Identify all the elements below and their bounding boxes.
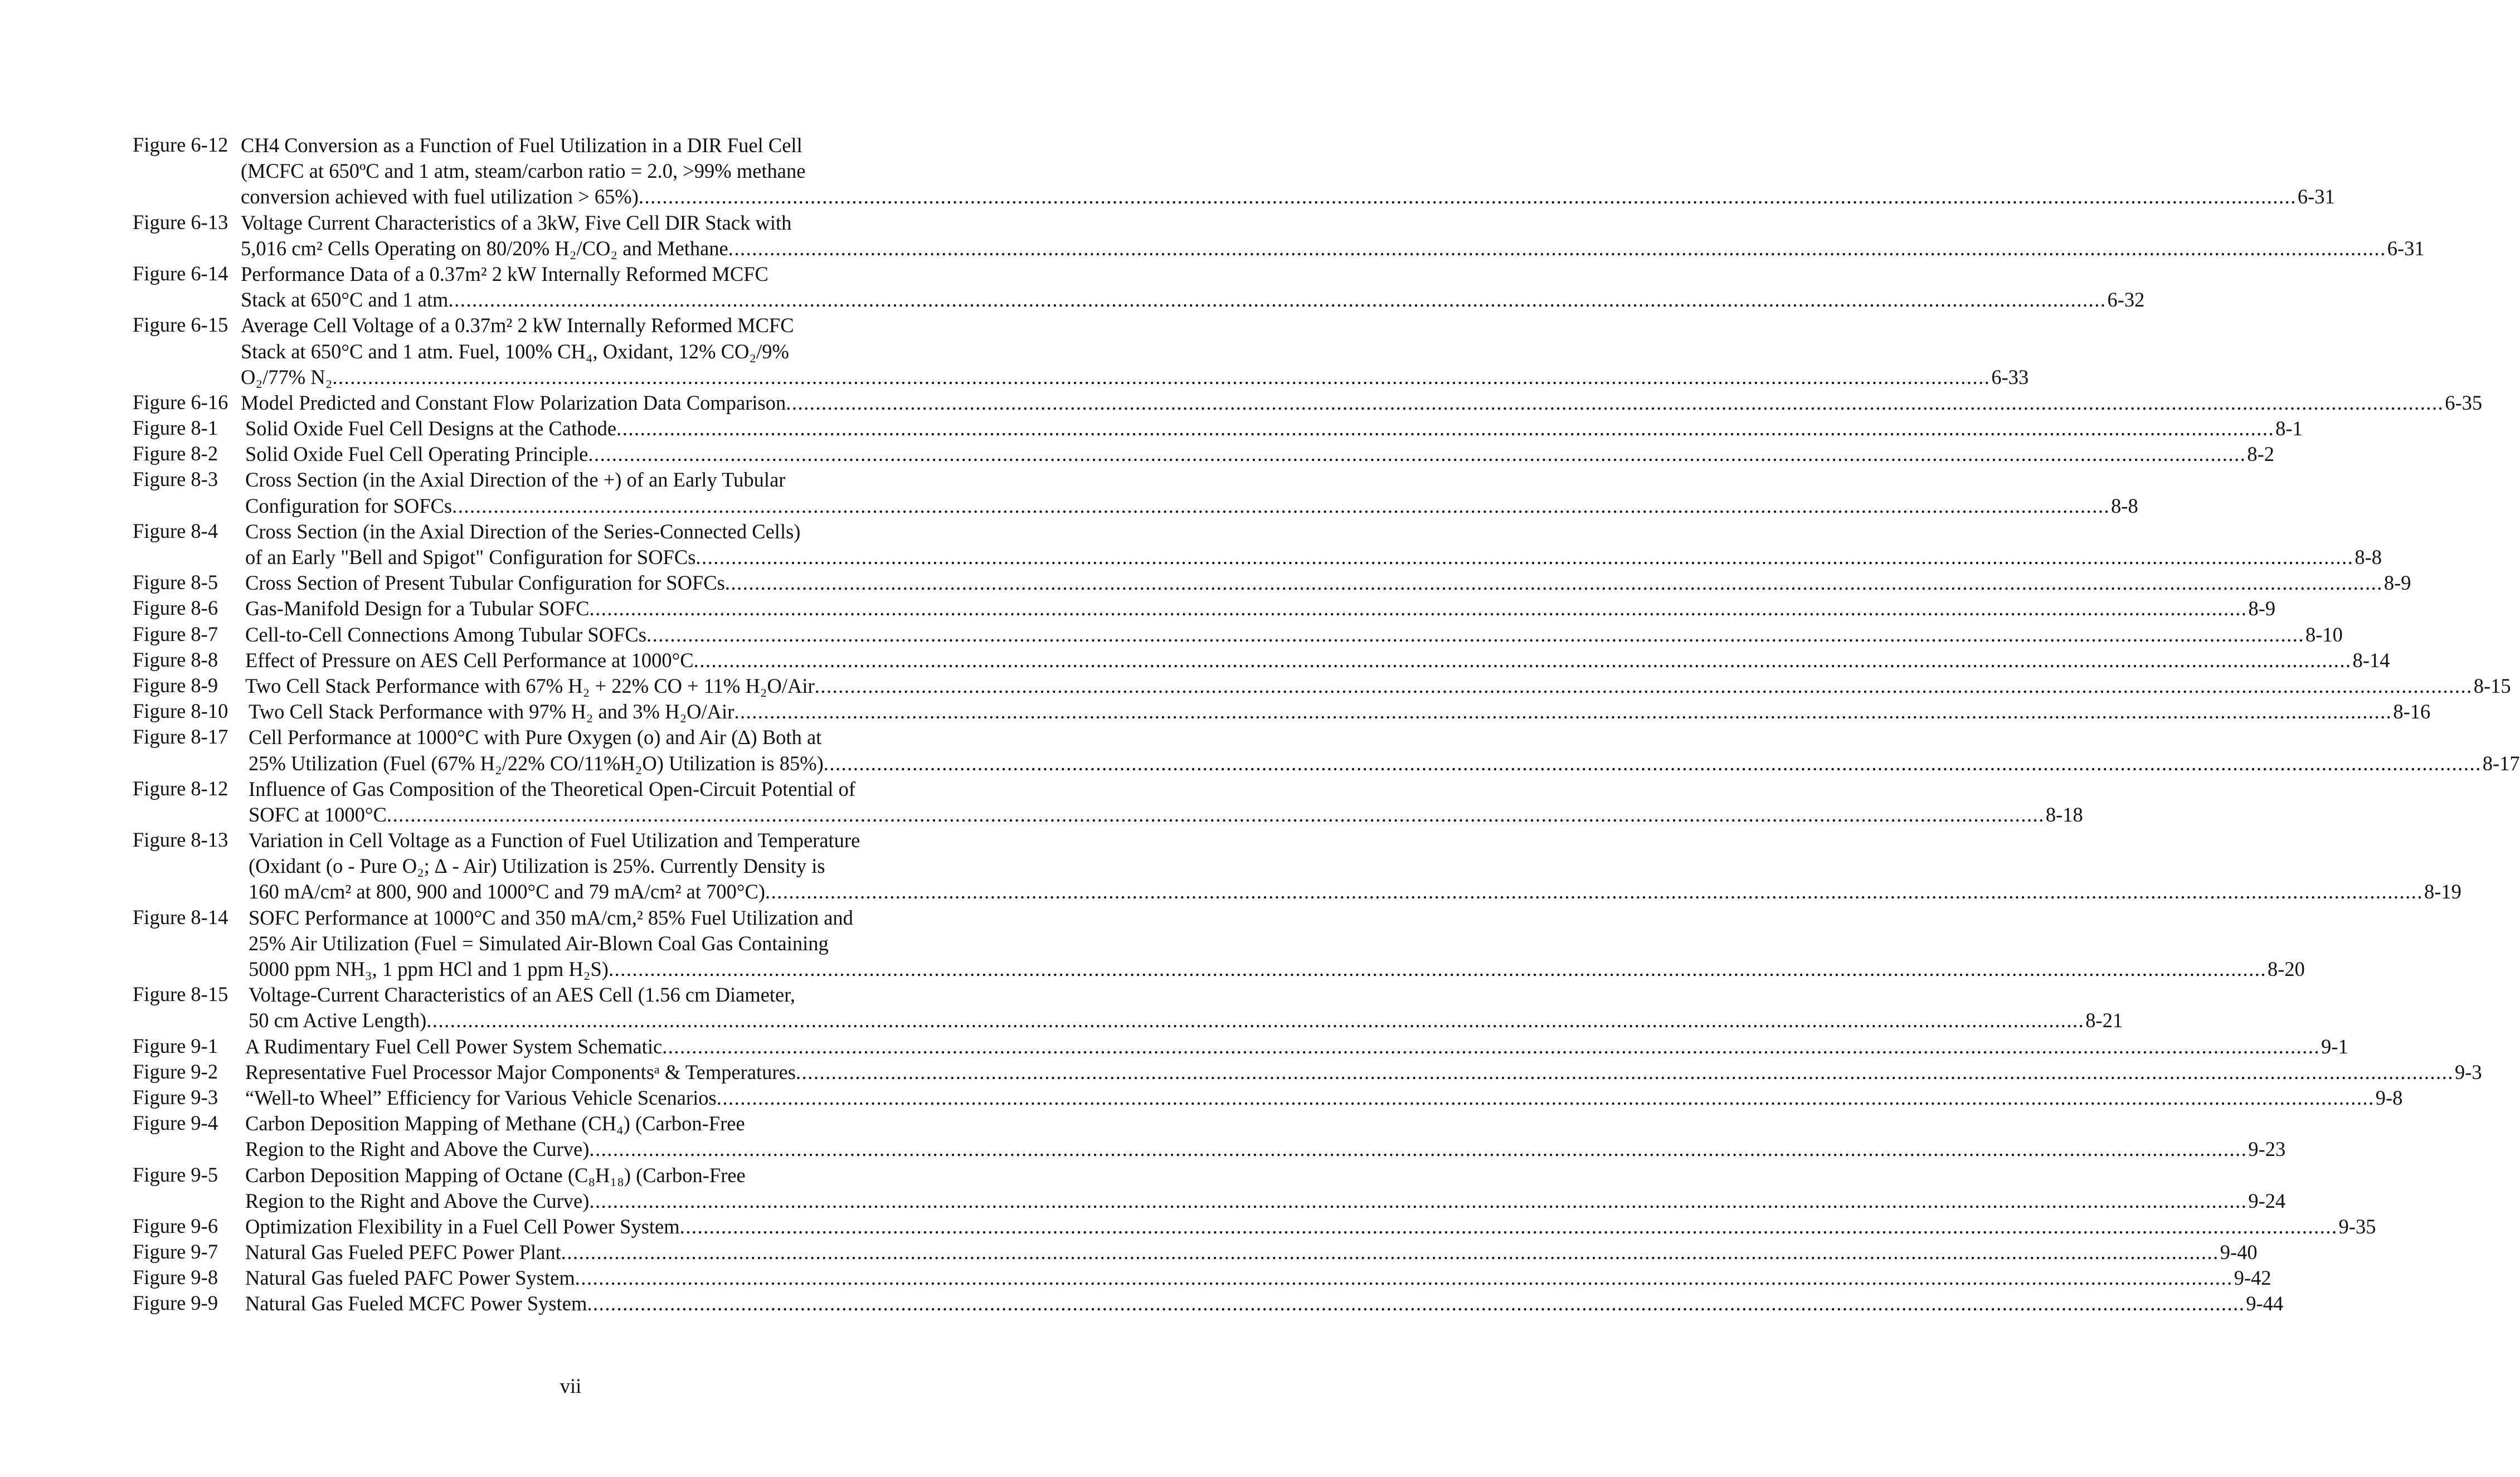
toc-entry xyxy=(133,210,2425,261)
caption-line xyxy=(245,570,2411,596)
caption-line xyxy=(245,1214,2376,1240)
dot-leader xyxy=(824,751,2482,776)
toc-entry xyxy=(133,416,2303,441)
dot-leader xyxy=(589,1136,2247,1162)
caption-text: Cell-to-Cell Connections Among Tubular SOFCs xyxy=(245,623,646,646)
toc-entry xyxy=(133,828,2461,905)
caption-text: Stack at 650°C and 1 atm xyxy=(241,288,449,312)
caption-text: Natural Gas Fueled MCFC Power System xyxy=(245,1292,587,1315)
caption-text: Solid Oxide Fuel Cell Designs at the Cathode xyxy=(245,417,617,440)
toc-entry xyxy=(133,467,2138,518)
page-ref: 9-23 xyxy=(2248,1138,2286,1161)
caption-text: Cross Section of Present Tubular Configuration for SOFCs xyxy=(245,571,725,595)
dot-leader xyxy=(734,699,2392,725)
dot-leader xyxy=(695,545,2353,570)
caption-line xyxy=(245,1085,2403,1111)
dot-leader xyxy=(717,1085,2375,1111)
toc-entry xyxy=(133,673,2511,699)
caption-text: Voltage Current Characteristics of a 3kW, Five Cell DIR Stack with xyxy=(241,211,792,234)
caption-line xyxy=(245,648,2390,673)
caption-text: Carbon Deposition Mapping of Octane (C₈H₁₈) (Carbon-Free xyxy=(245,1163,746,1187)
dot-leader xyxy=(589,1188,2247,1214)
figure-label: Figure 9-9 xyxy=(133,1291,218,1315)
toc-entry xyxy=(133,648,2390,673)
caption-text: SOFC at 1000°C xyxy=(249,803,387,826)
caption-line xyxy=(245,1163,992,1188)
caption-text: Voltage-Current Characteristics of an AES Cell (1.56 cm Diameter, xyxy=(249,983,796,1007)
caption-text: Gas-Manifold Design for a Tubular SOFC xyxy=(245,597,590,620)
dot-leader xyxy=(725,570,2383,596)
figure-caption xyxy=(245,1034,2348,1060)
caption-text: (MCFC at 650ºC and 1 atm, steam/carbon ratio = 2.0, >99% methane xyxy=(241,159,806,183)
dot-leader xyxy=(616,416,2274,441)
figure-label: Figure 8-17 xyxy=(133,725,228,749)
dot-leader xyxy=(452,493,2110,519)
caption-line xyxy=(245,1188,2286,1214)
caption-line xyxy=(249,982,992,1008)
page-ref: 8-19 xyxy=(2424,880,2461,903)
figure-label: Figure 9-2 xyxy=(133,1060,218,1083)
figure-caption xyxy=(245,467,2138,518)
caption-text: 25% Utilization (Fuel (67% H₂/22% CO/11%H₂O) Utilization is 85%) xyxy=(249,751,824,775)
dot-leader xyxy=(332,365,1990,390)
figure-caption xyxy=(249,905,2305,983)
toc-entry xyxy=(133,622,2343,648)
dot-leader xyxy=(609,956,2266,982)
caption-text: Carbon Deposition Mapping of Methane (CH₄) (Carbon-Free xyxy=(245,1112,745,1135)
toc-entry xyxy=(133,725,2520,776)
figure-label: Figure 8-13 xyxy=(133,828,228,852)
caption-line xyxy=(249,879,2461,905)
caption-text: Average Cell Voltage of a 0.37m² 2 kW Internally Reformed MCFC xyxy=(241,314,794,337)
toc-entry xyxy=(133,313,2029,390)
caption-text: Cell Performance at 1000°C with Pure Oxygen (o) and Air (∆) Both at xyxy=(249,726,822,749)
caption-line xyxy=(245,416,2303,441)
figure-label: Figure 6-13 xyxy=(133,210,228,234)
figure-caption xyxy=(245,648,2390,673)
caption-text: Region to the Right and Above the Curve) xyxy=(245,1189,590,1212)
page-ref: 6-33 xyxy=(1991,365,2029,388)
figure-label: Figure 8-8 xyxy=(133,648,218,671)
figure-caption xyxy=(241,210,2425,261)
caption-line xyxy=(249,905,992,931)
caption-line xyxy=(245,622,2343,648)
caption-line xyxy=(245,493,2138,519)
figure-caption xyxy=(245,1240,2258,1265)
toc-entry xyxy=(133,1111,2286,1162)
page-ref: 8-17 xyxy=(2482,751,2520,775)
caption-line xyxy=(245,441,2275,467)
figure-caption xyxy=(241,390,2483,416)
figure-label: Figure 9-4 xyxy=(133,1111,218,1135)
caption-text: Two Cell Stack Performance with 97% H₂ and 3% H₂O/Air xyxy=(249,700,734,723)
caption-line xyxy=(241,158,992,184)
figure-caption xyxy=(245,1060,2482,1085)
caption-line xyxy=(241,365,2029,390)
toc-entry xyxy=(133,1214,2376,1240)
caption-text: Two Cell Stack Performance with 67% H₂ + 22% CO + 11% H₂O/Air xyxy=(245,674,815,697)
toc-entry xyxy=(133,1240,2258,1265)
caption-line xyxy=(241,184,2335,210)
caption-line xyxy=(245,1136,2286,1162)
caption-line xyxy=(245,545,2382,570)
caption-text: Configuration for SOFCs xyxy=(245,494,453,517)
figure-caption xyxy=(245,622,2343,648)
caption-text: Performance Data of a 0.37m² 2 kW Internally Reformed MCFC xyxy=(241,262,768,285)
toc-entry xyxy=(133,1291,2284,1316)
caption-text: Natural Gas Fueled PEFC Power Plant xyxy=(245,1241,561,1264)
caption-text: Cross Section (in the Axial Direction of the Series-Connected Cells) xyxy=(245,519,801,543)
caption-text: 160 mA/cm² at 800, 900 and 1000°C and 79 mA/cm² at 700°C) xyxy=(249,880,765,903)
caption-text: Representative Fuel Processor Major Componentsᵃ & Temperatures xyxy=(245,1060,796,1084)
toc-entry xyxy=(133,570,2411,596)
figure-caption xyxy=(245,441,2275,467)
caption-text: SOFC Performance at 1000°C and 350 mA/cm,² 85% Fuel Utilization and xyxy=(249,906,853,929)
figure-caption xyxy=(249,982,2123,1033)
caption-line xyxy=(245,519,992,545)
figure-label: Figure 8-9 xyxy=(133,673,218,697)
figure-label: Figure 9-6 xyxy=(133,1214,218,1237)
caption-line xyxy=(245,1265,2271,1291)
figure-label: Figure 8-5 xyxy=(133,571,218,594)
figure-caption xyxy=(249,828,2461,905)
toc-entry xyxy=(133,982,2123,1033)
caption-text: CH4 Conversion as a Function of Fuel Utilization in a DIR Fuel Cell xyxy=(241,134,802,157)
caption-line xyxy=(245,1291,2284,1316)
caption-line xyxy=(241,287,2145,313)
caption-text: Variation in Cell Voltage as a Function of Fuel Utilization and Temperature xyxy=(249,829,860,852)
caption-text: conversion achieved with fuel utilization > 65%) xyxy=(241,185,639,208)
page-ref: 9-42 xyxy=(2234,1266,2271,1290)
page-ref: 8-1 xyxy=(2275,417,2303,440)
figure-caption xyxy=(245,1265,2271,1291)
toc-entry xyxy=(133,1085,2403,1111)
page-ref: 8-9 xyxy=(2383,571,2411,595)
figure-label: Figure 8-15 xyxy=(133,983,228,1006)
caption-text: Model Predicted and Constant Flow Polarization Data Comparison xyxy=(241,391,786,414)
page-number: vii xyxy=(560,1374,582,1397)
caption-line xyxy=(241,261,992,287)
toc-entry xyxy=(133,776,2083,828)
caption-text: 50 cm Active Length) xyxy=(249,1009,427,1032)
toc-entry xyxy=(133,1060,2482,1085)
toc-entry xyxy=(133,596,2276,621)
figure-label: Figure 9-5 xyxy=(133,1163,218,1186)
figure-caption xyxy=(241,133,2335,210)
figure-caption xyxy=(245,1291,2284,1316)
caption-text: Region to the Right and Above the Curve) xyxy=(245,1138,590,1161)
caption-line xyxy=(249,1008,2123,1033)
dot-leader xyxy=(786,390,2444,416)
caption-text: (Oxidant (o - Pure O₂; ∆ - Air) Utilization is 25%. Currently Density is xyxy=(249,854,825,878)
dot-leader xyxy=(561,1240,2219,1265)
caption-line xyxy=(245,467,992,493)
caption-line xyxy=(249,956,2305,982)
figure-label: Figure 9-1 xyxy=(133,1034,218,1057)
caption-text: O₂/77% N₂ xyxy=(241,365,333,388)
caption-line xyxy=(249,751,2520,776)
caption-text: 5000 ppm NH₃, 1 ppm HCl and 1 ppm H₂S) xyxy=(249,958,609,980)
caption-text: of an Early "Bell and Spigot" Configuration for SOFCs xyxy=(245,546,696,569)
figure-label: Figure 6-14 xyxy=(133,261,228,285)
caption-line xyxy=(245,1034,2348,1060)
figure-label: Figure 8-14 xyxy=(133,905,228,929)
dot-leader xyxy=(728,236,2386,261)
caption-text: Effect of Pressure on AES Cell Performance at 1000°C xyxy=(245,648,694,672)
page-ref: 8-10 xyxy=(2305,623,2343,646)
caption-line xyxy=(245,673,2511,699)
caption-line xyxy=(241,210,992,236)
page-ref: 8-18 xyxy=(2045,803,2083,826)
caption-line xyxy=(249,931,992,956)
figure-caption xyxy=(245,673,2511,699)
figure-label: Figure 6-16 xyxy=(133,390,228,414)
page-ref: 9-3 xyxy=(2454,1060,2482,1084)
figure-caption xyxy=(245,596,2276,621)
page-ref: 8-14 xyxy=(2352,648,2390,672)
dot-leader xyxy=(815,673,2473,699)
caption-text: Cross Section (in the Axial Direction of the +) of an Early Tubular xyxy=(245,468,786,492)
caption-line xyxy=(241,390,2483,416)
toc-entry xyxy=(133,1265,2271,1291)
page-ref: 8-2 xyxy=(2247,443,2275,466)
dot-leader xyxy=(646,622,2304,648)
figure-caption xyxy=(245,1214,2376,1240)
dot-leader xyxy=(589,596,2247,621)
figure-label: Figure 8-7 xyxy=(133,622,218,645)
dot-leader xyxy=(426,1008,2084,1033)
figure-caption xyxy=(241,261,2145,313)
dot-leader xyxy=(587,1291,2245,1316)
page-ref: 8-20 xyxy=(2267,958,2305,980)
page-ref: 9-40 xyxy=(2220,1241,2258,1264)
caption-line xyxy=(249,802,2083,828)
dot-leader xyxy=(765,879,2423,905)
caption-text: A Rudimentary Fuel Cell Power System Schematic xyxy=(245,1034,663,1058)
caption-text: 5,016 cm² Cells Operating on 80/20% H₂/CO₂ and Methane xyxy=(241,236,728,260)
page-ref: 8-21 xyxy=(2085,1009,2123,1032)
figure-caption xyxy=(245,1163,2286,1214)
dot-leader xyxy=(662,1034,2320,1060)
figure-caption xyxy=(245,1111,2286,1162)
page-ref: 9-24 xyxy=(2248,1189,2286,1212)
figure-caption xyxy=(245,519,2382,570)
figure-caption xyxy=(249,699,2431,725)
page-ref: 9-1 xyxy=(2321,1034,2348,1058)
caption-line xyxy=(249,699,2431,725)
toc-entry xyxy=(133,390,2483,416)
caption-line xyxy=(249,776,992,802)
page-ref: 9-8 xyxy=(2375,1086,2403,1109)
toc-entry xyxy=(133,261,2145,313)
dot-leader xyxy=(796,1060,2454,1085)
caption-line xyxy=(241,313,992,338)
dot-leader xyxy=(588,441,2246,467)
page-ref: 6-31 xyxy=(2387,236,2425,260)
figure-label: Figure 9-7 xyxy=(133,1240,218,1264)
figure-caption xyxy=(249,725,2520,776)
caption-line xyxy=(241,236,2425,261)
page-ref: 6-32 xyxy=(2107,288,2145,312)
caption-text: 25% Air Utilization (Fuel = Simulated Air-Blown Coal Gas Containing xyxy=(249,931,829,955)
toc-entry xyxy=(133,1034,2348,1060)
caption-line xyxy=(241,133,992,158)
table-of-figures xyxy=(133,133,2520,1317)
caption-text: Influence of Gas Composition of the Theoretical Open-Circuit Potential of xyxy=(249,777,855,800)
figure-caption xyxy=(249,776,2083,828)
caption-text: Natural Gas fueled PAFC Power System xyxy=(245,1266,575,1290)
dot-leader xyxy=(448,287,2106,313)
caption-text: “Well-to Wheel” Efficiency for Various Vehicle Scenarios xyxy=(245,1086,717,1109)
caption-line xyxy=(249,828,992,853)
toc-entry xyxy=(133,699,2431,725)
caption-line xyxy=(241,339,992,365)
figure-caption xyxy=(245,416,2303,441)
toc-entry xyxy=(133,1163,2286,1214)
figure-label: Figure 6-12 xyxy=(133,133,228,156)
dot-leader xyxy=(680,1214,2338,1240)
toc-entry xyxy=(133,441,2275,467)
figure-caption xyxy=(241,313,2029,390)
caption-text: Stack at 650°C and 1 atm. Fuel, 100% CH₄, Oxidant, 12% CO₂/9% xyxy=(241,339,789,363)
page-ref: 8-16 xyxy=(2393,700,2431,723)
figure-label: Figure 8-3 xyxy=(133,468,218,491)
caption-line xyxy=(245,1060,2482,1085)
figure-label: Figure 8-1 xyxy=(133,416,218,440)
figure-label: Figure 9-3 xyxy=(133,1085,218,1109)
caption-line xyxy=(245,596,2276,621)
figure-label: Figure 8-6 xyxy=(133,596,218,620)
toc-entry xyxy=(133,133,2335,210)
figure-label: Figure 9-8 xyxy=(133,1266,218,1289)
caption-text: Optimization Flexibility in a Fuel Cell Power System xyxy=(245,1214,680,1238)
page-ref: 8-8 xyxy=(2111,494,2138,517)
toc-entry xyxy=(133,905,2305,983)
figure-label: Figure 8-2 xyxy=(133,442,218,465)
page-ref: 6-35 xyxy=(2445,391,2483,414)
figure-label: Figure 8-4 xyxy=(133,519,218,542)
dot-leader xyxy=(639,184,2297,210)
page-ref: 9-44 xyxy=(2246,1292,2284,1315)
figure-label: Figure 8-12 xyxy=(133,776,228,800)
caption-line xyxy=(249,725,992,750)
caption-text: Solid Oxide Fuel Cell Operating Principle xyxy=(245,443,588,466)
page-ref: 8-8 xyxy=(2354,546,2382,569)
figure-caption xyxy=(245,1085,2403,1111)
figure-label: Figure 8-10 xyxy=(133,699,228,723)
page-ref: 8-15 xyxy=(2473,674,2511,697)
page-ref: 8-9 xyxy=(2248,597,2276,620)
figure-caption xyxy=(245,570,2411,596)
caption-line xyxy=(245,1240,2258,1265)
dot-leader xyxy=(575,1265,2233,1291)
toc-entry xyxy=(133,519,2382,570)
caption-line xyxy=(249,853,992,879)
dot-leader xyxy=(387,802,2045,828)
figure-label: Figure 6-15 xyxy=(133,313,228,337)
page-ref: 9-35 xyxy=(2338,1214,2376,1238)
dot-leader xyxy=(694,648,2352,673)
caption-line xyxy=(245,1111,992,1136)
page-ref: 6-31 xyxy=(2297,185,2335,208)
